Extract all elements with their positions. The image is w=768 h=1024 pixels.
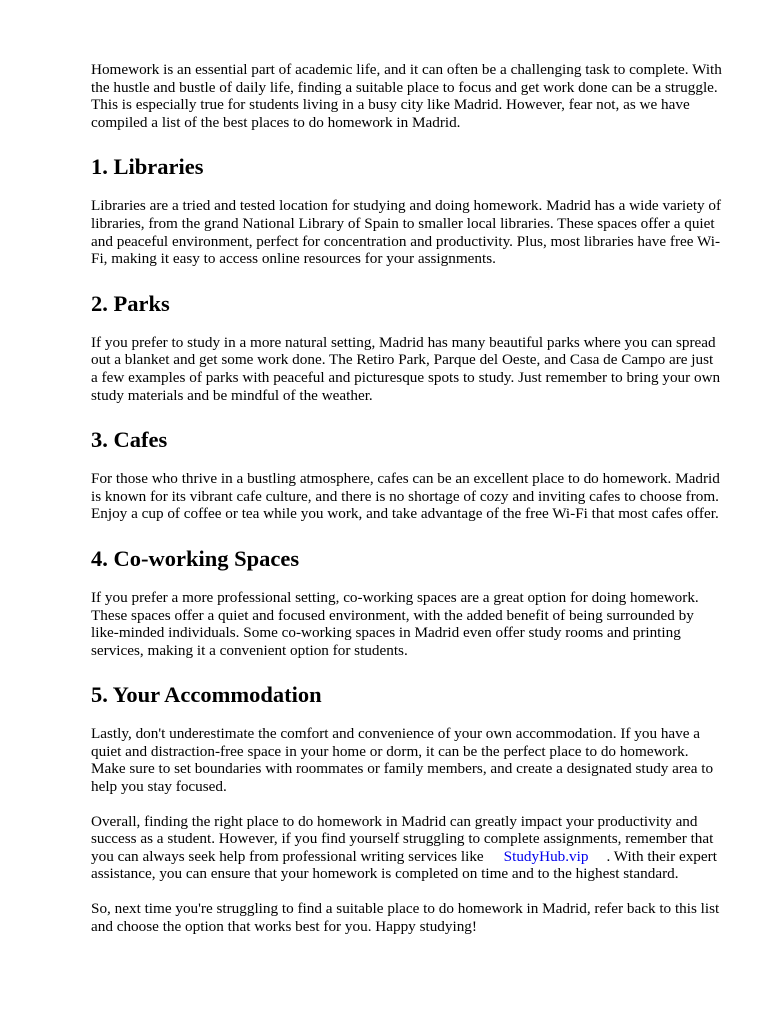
studyhub-link[interactable]: StudyHub.vip (503, 847, 589, 865)
document-page (91, 61, 723, 935)
overall-text-before: Overall, finding the right place to do homework in Madrid can greatly impact your productivity and success as a student. However, if you find yourself struggling to complete assignments, remember that you can always seek help from professional writing services like (91, 812, 714, 865)
section-body-accommodation: Lastly, don't underestimate the comfort and convenience of your own accommodation. If you have a quiet and distraction-free space in your home or dorm, it can be the perfect place to do homework. Make sure to set boundaries with roommates or family members, and create a designated study area to help you stay focused. (91, 725, 714, 796)
intro-paragraph: Homework is an essential part of academic life, and it can often be a challenging task to complete. With the hustle and bustle of daily life, finding a suitable place to focus and get work done can be a struggle. This is especially true for students living in a busy city like Madrid. However, fear not, as we have compiled a list of the best places to do homework in Madrid. (91, 61, 722, 131)
section-body-libraries: Libraries are a tried and tested location for studying and doing homework. Madrid has a wide variety of libraries, from the grand National Library of Spain to smaller local libraries. These spaces offer a quiet and peaceful environment, perfect for concentration and productivity. Plus, most libraries have free Wi-Fi, making it easy to access online resources for your assignments. (91, 197, 722, 268)
section-heading-parks: 2. Parks (91, 290, 170, 316)
overall-text-after: . With their expert assistance, you can ensure that your homework is completed on time and to the highest standard. (91, 847, 717, 883)
section-heading-cafes: 3. Cafes (91, 427, 168, 453)
closing-paragraph: So, next time you're struggling to find a suitable place to do homework in Madrid, refer back to this list and choose the option that works best for you. Happy studying! (91, 900, 720, 935)
section-heading-coworking: 4. Co-working Spaces (91, 545, 300, 571)
section-body-coworking: If you prefer a more professional setting, co-working spaces are a great option for doing homework. These spaces offer a quiet and focused environment, with the added benefit of being surrounded by like-minded individuals. Some co-working spaces in Madrid even offer study rooms and printing services, making it a convenient option for students. (91, 588, 699, 659)
section-heading-accommodation: 5. Your Accommodation (91, 682, 322, 708)
section-body-cafes: For those who thrive in a bustling atmosphere, cafes can be an excellent place to do homework. Madrid is known for its vibrant cafe culture, and there is no shortage of cozy and inviting cafes to choose from. Enjoy a cup of coffee or tea while you work, and take advantage of the free Wi-Fi that most cafes offer. (91, 470, 720, 523)
overall-paragraph (91, 813, 723, 883)
section-body-parks: If you prefer to study in a more natural setting, Madrid has many beautiful parks where you can spread out a blanket and get some work done. The Retiro Park, Parque del Oeste, and Casa de Campo are just a few examples of parks with peaceful and picturesque spots to study. Just remember to bring your own study materials and be mindful of the weather. (91, 333, 721, 404)
section-heading-libraries: 1. Libraries (91, 154, 204, 180)
